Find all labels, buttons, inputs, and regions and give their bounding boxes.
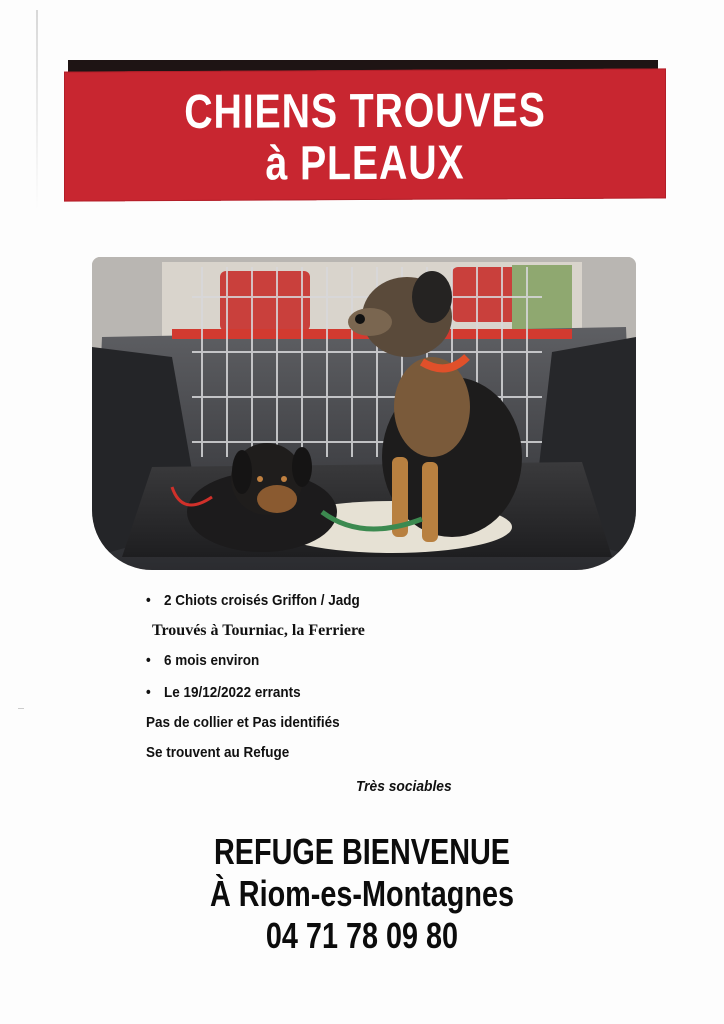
contact-place-block [120,874,604,914]
shelter-location: À Riom-es-Montagnes [209,873,515,914]
contact-phone-block [120,916,604,956]
sociable-note: Très sociables [356,778,452,795]
shelter-phone: 04 71 78 09 80 [265,915,459,956]
banner-title-line2: à PLEAUX [265,136,465,191]
contact-block [120,832,604,872]
scan-speck [18,708,24,709]
detail-date: • Le 19/12/2022 errants [146,684,301,701]
page-edge [36,10,38,210]
detail-age: • 6 mois environ [146,652,259,669]
shelter-name: REFUGE BIENVENUE [213,831,511,872]
detail-identification: Pas de collier et Pas identifiés [146,714,340,731]
detail-breed: • 2 Chiots croisés Griffon / Jadg [146,592,360,609]
detail-whereabouts: Se trouvent au Refuge [146,744,290,761]
detail-location: Trouvés à Tourniac, la Ferriere [152,622,365,639]
dogs-photo [92,257,636,570]
header-banner [64,68,666,201]
banner-title-line1: CHIENS TROUVES [184,84,546,139]
